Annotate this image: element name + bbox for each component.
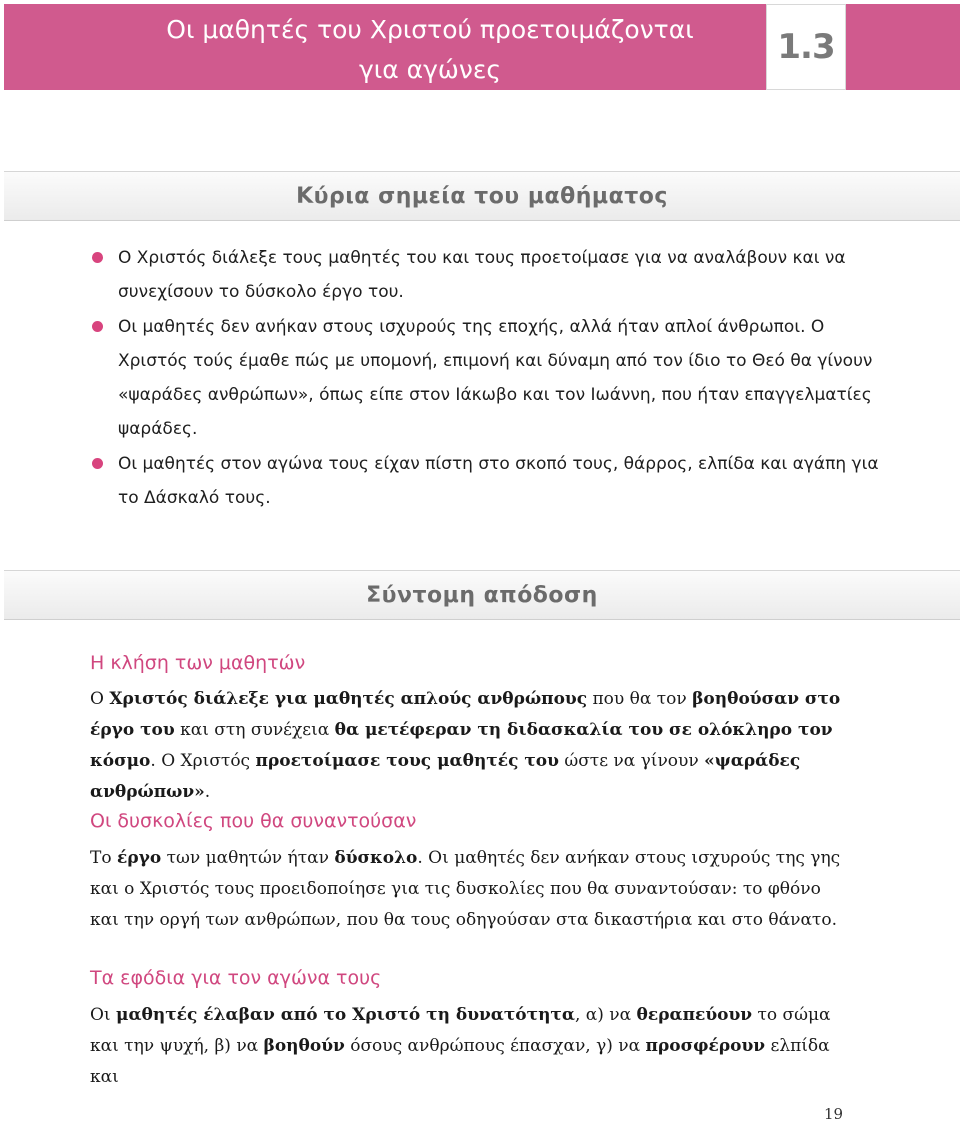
paragraph-difficulties	[90, 843, 850, 936]
key-points-title: Κύρια σημεία του μαθήματος	[296, 183, 668, 209]
bold-text-run: θα μετέφεραν τη διδασκαλία του σε ολόκληρο τον κόσμο	[90, 720, 833, 771]
paragraph-provisions	[90, 1000, 850, 1093]
paragraph-calling	[90, 684, 850, 808]
bold-text-run: έργο	[116, 848, 162, 868]
bold-text-run: δύσκολο	[334, 848, 418, 868]
list-item-text: Οι μαθητές δεν ανήκαν στους ισχυρούς της εποχής, αλλά ήταν απλοί άνθρωποι. Ο Χριστός τούς έμαθε πώς με υπομονή, επιμονή και δύναμη από τον ίδιο το Θεό θα γίνουν «ψαράδες ανθρώπων», όπως είπε στον Ιάκωβο και τον Ιωάννη, που ήταν επαγγελματίες ψαράδες.	[118, 316, 873, 440]
list-item-text: Οι μαθητές στον αγώνα τους είχαν πίστη στο σκοπό τους, θάρρος, ελπίδα και αγάπη για το Δάσκαλό τους.	[118, 453, 879, 509]
bold-text-run: προσφέρουν	[645, 1036, 766, 1056]
text-run: . Ο Χριστός	[150, 751, 256, 771]
text-run: που θα τον	[587, 689, 693, 709]
subhead-difficulties: Οι δυσκολίες που θα συναντούσαν	[90, 810, 417, 832]
text-run: των μαθητών ήταν	[161, 848, 335, 868]
bullet-dot-icon	[92, 321, 103, 332]
bold-text-run: θεραπεύουν	[636, 1005, 753, 1025]
text-run: . Οι μαθητές δεν ανήκαν στους ισχυρούς της γης και ο Χριστός τους προειδοποίησε για τις δυσκολίες που θα συναντούσαν: το φθόνο και την οργή των ανθρώπων, που θα τους οδηγούσαν στα δικαστήρια και στο θάνατο.	[90, 848, 841, 930]
list-item-text: Ο Χριστός διάλεξε τους μαθητές του και τους προετοίμασε για να αναλάβουν και να συνεχίσουν το δύσκολο έργο του.	[118, 248, 846, 303]
bullet-dot-icon	[92, 458, 103, 469]
text-run: Ο	[90, 689, 110, 709]
text-run: , α) να	[574, 1005, 637, 1025]
text-run: ελπίδα και	[90, 1036, 830, 1087]
text-run: Οι	[90, 1005, 117, 1025]
list-item	[90, 310, 880, 447]
text-run: .	[204, 782, 211, 802]
subhead-calling: Η κλήση των μαθητών	[90, 652, 306, 674]
page-title-line2: για αγώνες	[358, 55, 502, 84]
page-title	[100, 10, 760, 90]
subhead-provisions: Τα εφόδια για τον αγώνα τους	[90, 967, 382, 989]
text-run: Το	[90, 848, 117, 868]
summary-title: Σύντομη απόδοση	[366, 582, 598, 608]
list-item	[90, 241, 880, 310]
page-number: 19	[824, 1105, 844, 1123]
text-run: το σώμα και την ψυχή, β) να	[90, 1005, 831, 1056]
summary-bar	[4, 570, 960, 620]
text-run: και στη συνέχεια	[174, 720, 335, 740]
key-points-bar	[4, 171, 960, 221]
bold-text-run: μαθητές έλαβαν από το Χριστό τη δυνατότητα	[116, 1005, 575, 1025]
page-title-line1: Οι μαθητές του Χριστού προετοιμάζονται	[166, 15, 694, 44]
text-run: ώστε να γίνουν	[558, 751, 705, 771]
key-points-list	[90, 241, 880, 515]
bold-text-run: «ψαράδες ανθρώπων»	[90, 751, 801, 802]
text-run: όσους ανθρώπους έπασχαν, γ) να	[344, 1036, 646, 1056]
bold-text-run: Χριστός διάλεξε για μαθητές απλούς ανθρώπους	[109, 689, 588, 709]
chapter-number-box	[766, 4, 846, 90]
bold-text-run: προετοίμασε τους μαθητές του	[255, 751, 559, 771]
chapter-number: 1.3	[777, 27, 835, 67]
bold-text-run: βοηθούσαν στο έργο του	[90, 689, 841, 740]
bold-text-run: βοηθούν	[263, 1036, 345, 1056]
bullet-dot-icon	[92, 252, 103, 263]
list-item	[90, 447, 880, 516]
